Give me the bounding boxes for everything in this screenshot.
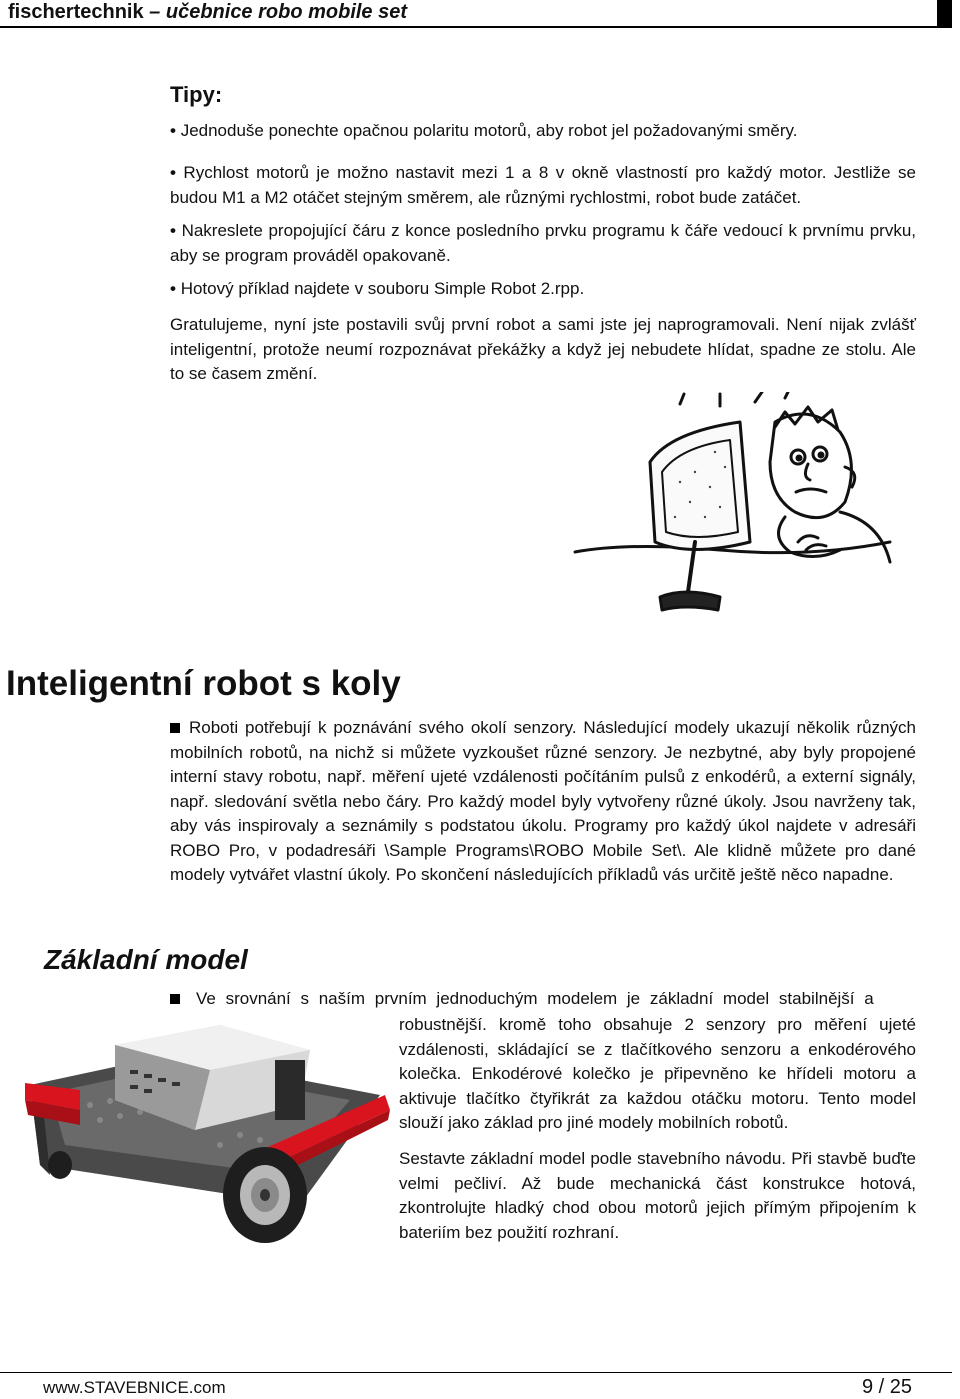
header-corner-mark	[937, 0, 952, 26]
bullet-icon: •	[170, 163, 176, 182]
page-header	[0, 0, 952, 26]
square-bullet-icon	[170, 994, 180, 1004]
footer-site-link[interactable]: www.STAVEBNICE.com	[43, 1378, 226, 1397]
header-subtitle: učebnice robo mobile set	[165, 1, 408, 23]
tip-item	[170, 219, 916, 268]
header-brand: fischertechnik	[8, 1, 144, 23]
subsection-para1-first: Ve srovnání s naším prvním jednoduchým modelem je základní model stabilnější a	[196, 989, 874, 1008]
bullet-icon: •	[170, 221, 176, 240]
section-intro-paragraph	[170, 716, 916, 888]
header-separator: –	[149, 1, 161, 23]
tip-item	[170, 277, 916, 302]
subsection-paragraph-1: robustnější. kromě toho obsahuje 2 senzory pro měření ujeté vzdálenosti, skládající se z tlačítkového senzoru a enkodérového kolečka. Enkodérové kolečko je připevněno ke hřídeli motoru a aktivuje tlačítko čtyřikrát za každou otáčku motoru. Tento model slouží jako základ pro jiné modely mobilních robotů.	[399, 1015, 916, 1132]
basic-robot-model-photo	[20, 1015, 395, 1250]
subsection-paragraph-2: Sestavte základní model podle stavebního návodu. Při stavbě buďte velmi pečliví. Až bude mechanická část konstrukce hotová, zkontrolujte hladký chod obou motorů jejich přímým připojením k bateriím bez použití rozhraní.	[399, 1149, 916, 1242]
tip-text: Jednoduše ponechte opačnou polaritu motorů, aby robot jel požadovanými směry.	[180, 121, 798, 140]
square-bullet-icon	[170, 723, 180, 733]
tips-heading: Tipy:	[170, 82, 223, 107]
bullet-icon: •	[170, 279, 176, 298]
tip-text: Hotový příklad najdete v souboru Simple Robot 2.rpp.	[180, 279, 585, 298]
tip-item	[170, 161, 916, 210]
section-intro-text: Roboti potřebují k poznávání svého okolí senzory. Následující modely ukazují několik různých mobilních robotů, na nichž si můžete vyzkoušet různé senzory. Je nezbytné, aby byly propojené interní stavy robotu, např. měření ujeté vzdálenosti počítáním pulsů z enkodérů, a externí signály, např. sledování světla nebo čáry. Pro každý model byly vytvořeny různé úkoly. Jsou navrženy tak, aby vás inspirovaly a seznámily s podstatou úkolu. Programy pro každý úkol najdete v adresáři ROBO Pro, v podadresáři \Sample Programs\ROBO Mobile Set\. Ale klidně můžete pro dané modely vytvářet vlastní úkoly. Po skončení následujících příkladů vás určitě ještě něco napadne.	[170, 718, 916, 884]
footer-rule	[0, 1372, 952, 1373]
subsection-heading: Základní model	[44, 944, 248, 975]
cartoon-user-at-computer-illustration	[570, 392, 900, 632]
subsection-paragraph-first-line	[170, 987, 916, 1012]
congrats-paragraph: Gratulujeme, nyní jste postavili svůj první robot a sami jste jej naprogramovali. Není nijak zvlášť inteligentní, protože neumí rozpoznávat překážky a když jej nebudete hlídat, spadne ze stolu. Ale to se časem změní.	[170, 315, 916, 383]
tip-text: Nakreslete propojující čáru z konce posledního prvku programu k čáře vedoucí k prvnímu prvku, aby se program prováděl opakovaně.	[170, 221, 916, 265]
tip-item	[170, 119, 916, 144]
tip-text: Rychlost motorů je možno nastavit mezi 1 a 8 v okně vlastností pro každý motor. Jestliže se budou M1 a M2 otáčet stejným směrem, ale různými rychlostmi, robot bude zatáčet.	[170, 163, 916, 207]
header-title	[8, 0, 407, 24]
bullet-icon: •	[170, 121, 176, 140]
header-rule	[0, 26, 952, 28]
footer-page-number: 9 / 25	[862, 1376, 913, 1398]
section-heading: Inteligentní robot s koly	[6, 664, 401, 703]
